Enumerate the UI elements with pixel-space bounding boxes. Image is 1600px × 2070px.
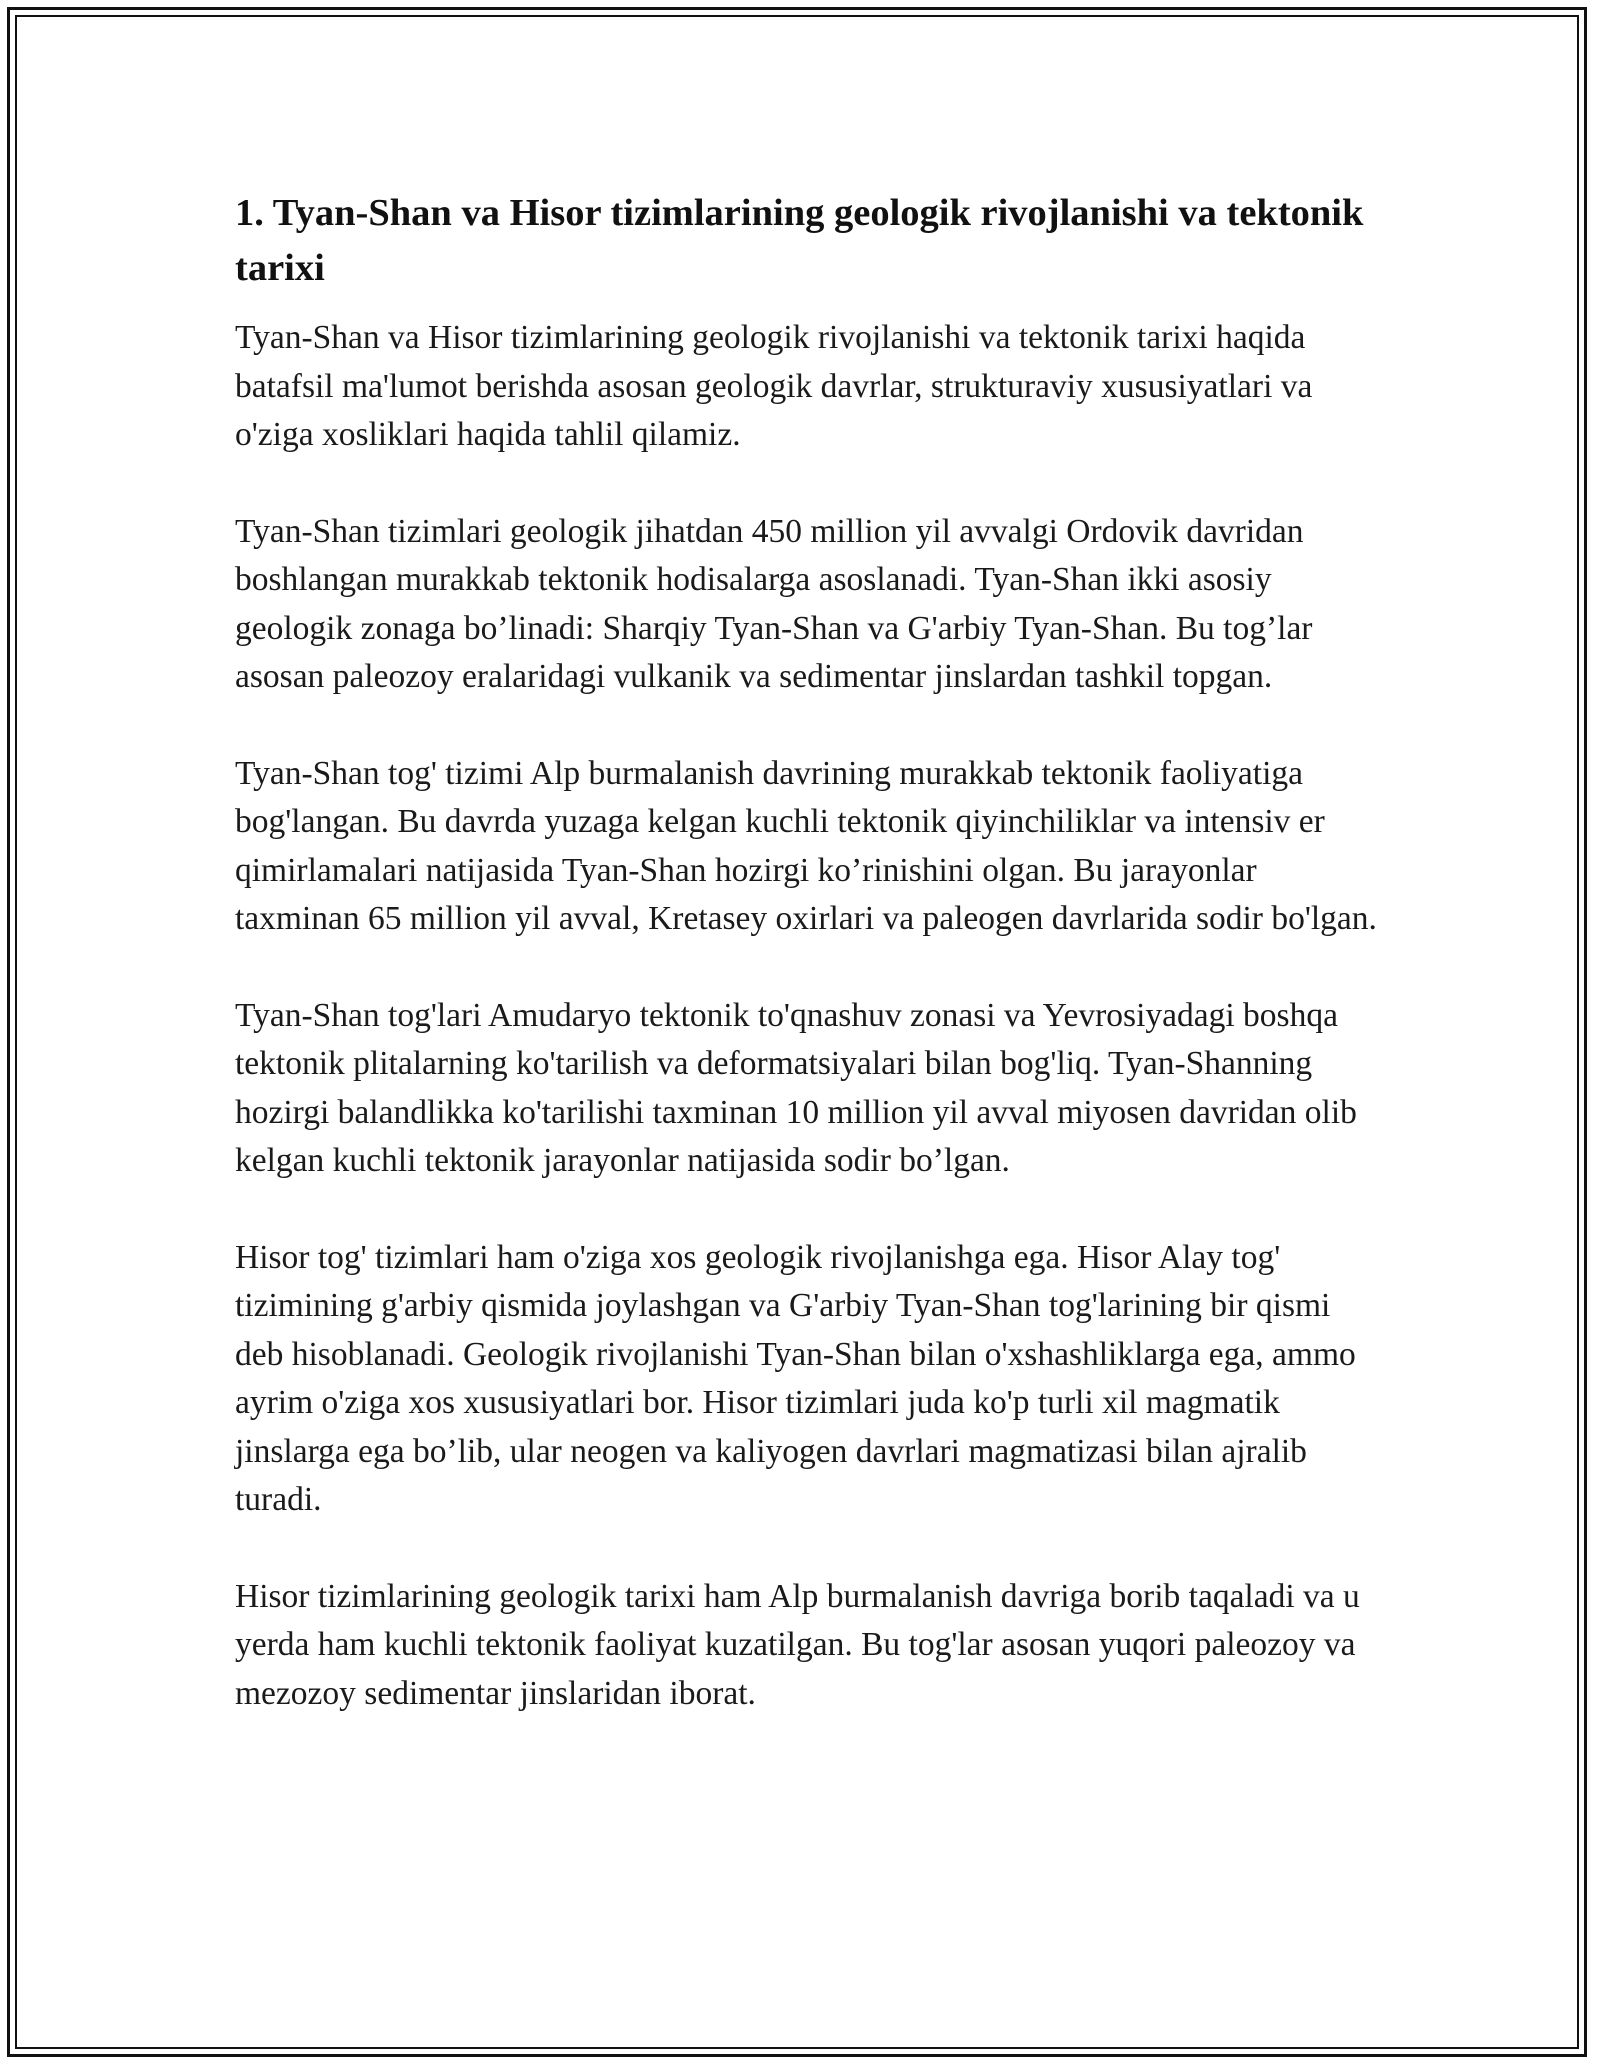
- document-body: [235, 186, 1380, 1766]
- section-heading: 1. Tyan-Shan va Hisor tizimlarining geologik rivojlanishi va tektonik tarixi: [235, 192, 1364, 289]
- paragraph-hisor-system: Hisor tog' tizimlari ham o'ziga xos geologik rivojlanishga ega. Hisor Alay tog' tizimining g'arbiy qismida joylashgan va G'arbiy Tyan-Shan tog'larining bir qismi deb hisoblanadi. Geologik rivojlanishi Tyan-Shan bilan o'xshashliklarga ega, ammo ayrim o'ziga xos xususiyatlari bor. Hisor tizimlari juda ko'p turli xil magmatik jinslarga ega bo’lib, ular neogen va kaliyogen davrlari magmatizasi bilan ajralib turadi.: [235, 1238, 1356, 1518]
- paragraph-intro: Tyan-Shan va Hisor tizimlarining geologik rivojlanishi va tektonik tarixi haqida batafsil ma'lumot berishda asosan geologik davrlar, strukturaviy xususiyatlari va o'ziga xosliklari haqida tahlil qilamiz.: [235, 319, 1313, 453]
- paragraph-alp-folding: Tyan-Shan tog' tizimi Alp burmalanish davrining murakkab tektonik faoliyatiga bog'langan. Bu davrda yuzaga kelgan kuchli tektonik qiyinchiliklar va intensiv er qimirlamalari natijasida Tyan-Shan hozirgi ko’rinishini olgan. Bu jarayonlar taxminan 65 million yil avval, Kretasey oxirlari va paleogen davrlarida sodir bo'lgan.: [235, 754, 1377, 937]
- paragraph-tectonic-uplift: Tyan-Shan tog'lari Amudaryo tektonik to'qnashuv zonasi va Yevrosiyadagi boshqa tektonik plitalarning ko'tarilish va deformatsiyalari bilan bog'liq. Tyan-Shanning hozirgi balandlikka ko'tarilishi taxminan 10 million yil avval miyosen davridan olib kelgan kuchli tektonik jarayonlar natijasida sodir bo’lgan.: [235, 996, 1357, 1179]
- paragraph-tyan-shan-origin: Tyan-Shan tizimlari geologik jihatdan 450 million yil avvalgi Ordovik davridan boshlangan murakkab tektonik hodisalarga asoslanadi. Tyan-Shan ikki asosiy geologik zonaga bo’linadi: Sharqiy Tyan-Shan va G'arbiy Tyan-Shan. Bu tog’lar asosan paleozoy eralaridagi vulkanik va sedimentar jinslardan tashkil topgan.: [235, 512, 1313, 695]
- paragraph-hisor-history: Hisor tizimlarining geologik tarixi ham Alp burmalanish davriga borib taqaladi va u yerda ham kuchli tektonik faoliyat kuzatilgan. Bu tog'lar asosan yuqori paleozoy va mezozoy sedimentar jinslaridan iborat.: [235, 1577, 1360, 1712]
